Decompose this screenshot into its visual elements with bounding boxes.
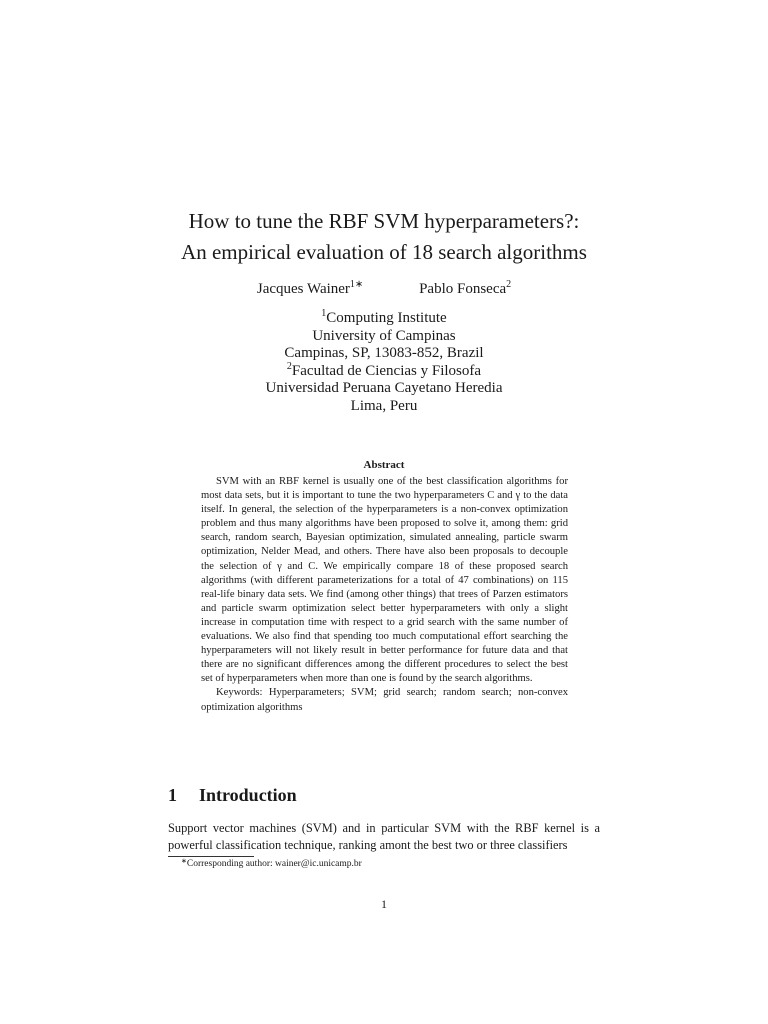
footnote — [181, 858, 362, 870]
section-number: 1 — [168, 785, 177, 805]
abstract-heading: Abstract — [363, 459, 405, 471]
affiliation-1-line-3: Campinas, SP, 13083-852, Brazil — [284, 345, 484, 361]
author-1-name: Jacques Wainer — [256, 281, 350, 297]
author-list — [0, 279, 768, 299]
title-line-1: How to tune the RBF SVM hyperparameters?: — [188, 209, 580, 233]
author-2-name: Pablo Fonseca — [419, 281, 507, 297]
affiliation-1-marker: 1 — [321, 308, 327, 319]
affiliation-2-faculty: Facultad de Ciencias y Filosofa — [291, 362, 482, 379]
author-2 — [419, 279, 511, 299]
footnote-marker: ∗ — [181, 857, 187, 865]
footnote-text: Corresponding author: wainer@ic.unicamp.br — [186, 859, 362, 869]
affiliation-2-line-2: Universidad Peruana Cayetano Heredia — [265, 380, 503, 396]
affiliation-1-line-1 — [0, 310, 768, 328]
affiliations — [0, 310, 768, 415]
introduction-paragraph: Support vector machines (SVM) and in particular SVM with the RBF kernel is a powerful classification technique, ranking amont the best two or three classifiers — [168, 821, 600, 852]
author-1 — [257, 279, 363, 299]
affiliation-1-line-2: University of Campinas — [312, 327, 456, 344]
title-line-2: An empirical evaluation of 18 search algorithms — [181, 240, 587, 264]
abstract-body: SVM with an RBF kernel is usually one of the best classification algorithms for most data sets, but it is important to tune the two hyperparameters C and γ to the data itself. In general, the selection of the hyperparameters is a non-convex optimization problem and thus many algorithms have been proposed to solve it, among them: grid search, random search, Bayesian optimization, simulated annealing, particle swarm optimization, Nelder Mead, and others. There have also been proposals to decouple the selection of γ and C. We empirically compare 18 of these proposed search algorithms (with different parameterizations for a total of 47 combinations) on 115 real-life binary data sets. We find (among other things) that trees of Parzen estimators and particle swarm optimization select better hyperparameters with only a slight increase in computation time with respect to a grid search with the same number of evaluations. We also find that spending too much computational effort searching the hyperparameters will not likely result in better performance for future data and that there are no significant differences among the different procedures to select the best set of hyperparameters when more than one is found by the search algorithms. — [201, 476, 568, 685]
section-heading-introduction — [168, 785, 297, 806]
author-1-affil-marker: 1∗ — [349, 279, 364, 290]
affiliation-2-line-3: Lima, Peru — [350, 397, 418, 414]
page-number: 1 — [381, 897, 387, 911]
abstract-keywords: Keywords: Hyperparameters; SVM; grid search; random search; non-convex optimization algorithms — [201, 687, 568, 713]
affiliation-2-line-1 — [0, 360, 768, 381]
abstract — [201, 475, 568, 715]
affiliation-2-marker: 2 — [286, 360, 292, 372]
paper-title — [0, 206, 768, 268]
section-title: Introduction — [199, 785, 297, 805]
affiliation-1-institute: Computing Institute — [326, 310, 447, 326]
author-2-affil-marker: 2 — [506, 279, 512, 290]
